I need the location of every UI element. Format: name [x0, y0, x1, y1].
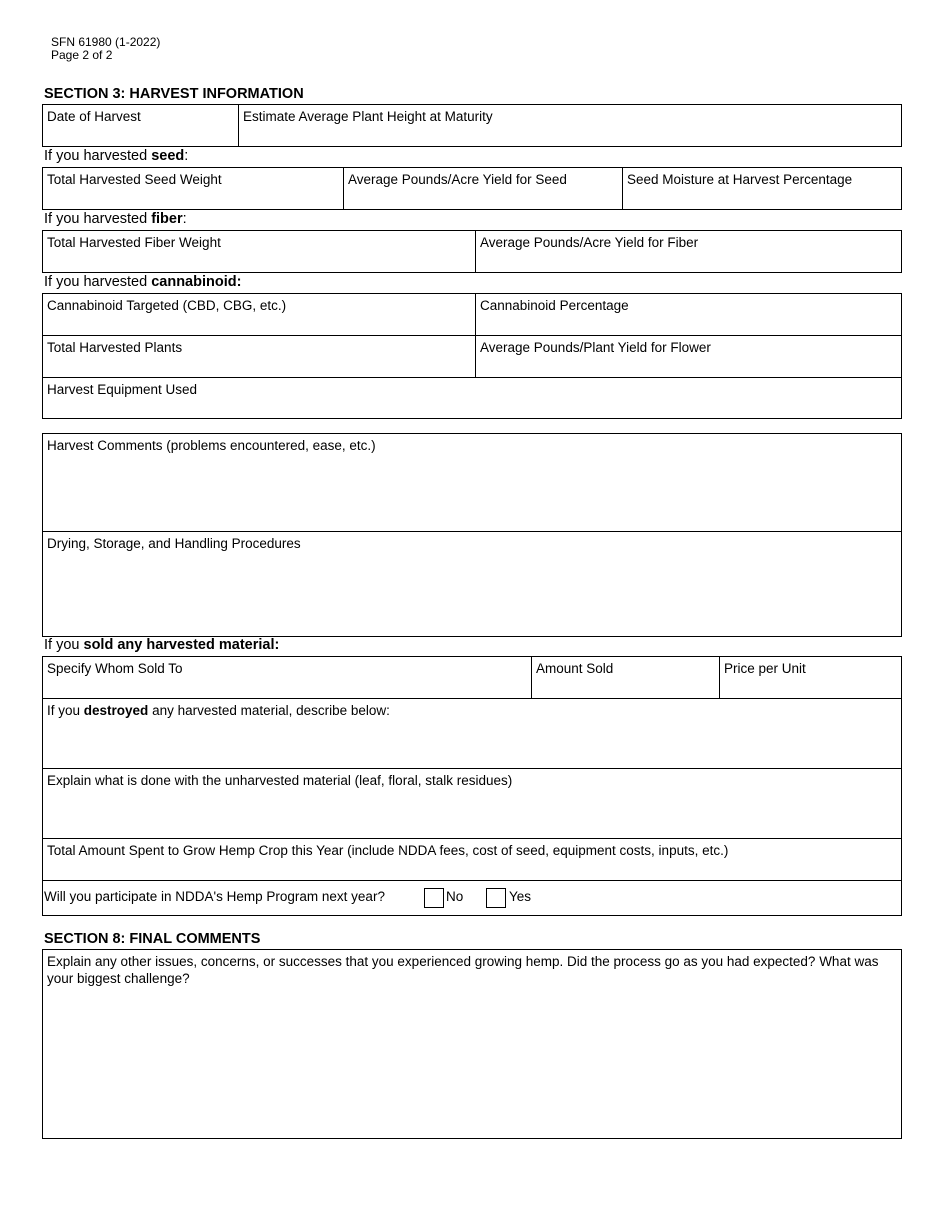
participate-yes-label: Yes: [509, 889, 532, 904]
amount-sold-label: Amount Sold: [536, 661, 614, 676]
section-3-title: SECTION 3: HARVEST INFORMATION: [44, 86, 304, 102]
total-plants-label: Total Harvested Plants: [47, 340, 183, 355]
final-comments-label: Explain any other issues, concerns, or successes that you experienced growing hemp. Did the process go as you had expected? What was your biggest challenge?: [47, 954, 879, 986]
fiber-yield-label: Average Pounds/Acre Yield for Fiber: [480, 235, 699, 250]
drying-procedures-label: Drying, Storage, and Handling Procedures: [47, 536, 301, 551]
date-of-harvest-field[interactable]: [42, 104, 239, 147]
participate-yes-checkbox[interactable]: [486, 888, 506, 908]
fiber-yield-field[interactable]: [475, 230, 902, 273]
destroyed-material-field[interactable]: [42, 698, 902, 769]
harvest-comments-label: Harvest Comments (problems encountered, ease, etc.): [47, 438, 376, 453]
cannabinoid-targeted-label: Cannabinoid Targeted (CBD, CBG, etc.): [47, 298, 287, 313]
participate-no-label: No: [446, 889, 464, 904]
unharvested-material-field[interactable]: [42, 768, 902, 839]
cannabinoid-intro: If you harvested cannabinoid:: [44, 274, 242, 290]
cannabinoid-percentage-label: Cannabinoid Percentage: [480, 298, 629, 313]
sold-to-field[interactable]: [42, 656, 532, 699]
seed-intro: If you harvested seed:: [44, 148, 189, 164]
cannabinoid-targeted-field[interactable]: [42, 293, 476, 336]
sold-intro: If you sold any harvested material:: [44, 637, 280, 653]
flower-yield-field[interactable]: [475, 335, 902, 378]
total-plants-field[interactable]: [42, 335, 476, 378]
total-spent-field[interactable]: [42, 838, 902, 881]
amount-sold-field[interactable]: [531, 656, 720, 699]
page-number: Page 2 of 2: [51, 48, 113, 62]
unharvested-material-label: Explain what is done with the unharvested material (leaf, floral, stalk residues): [47, 773, 513, 788]
harvest-equipment-field[interactable]: [42, 377, 902, 419]
seed-moisture-field[interactable]: [622, 167, 902, 210]
seed-moisture-label: Seed Moisture at Harvest Percentage: [627, 172, 853, 187]
cannabinoid-percentage-field[interactable]: [475, 293, 902, 336]
seed-weight-label: Total Harvested Seed Weight: [47, 172, 222, 187]
destroyed-material-label: If you destroyed any harvested material, describe below:: [47, 703, 390, 718]
plant-height-field[interactable]: [238, 104, 902, 147]
form-number: SFN 61980 (1-2022): [51, 35, 161, 49]
fiber-intro: If you harvested fiber:: [44, 211, 187, 227]
seed-weight-field[interactable]: [42, 167, 344, 210]
flower-yield-label: Average Pounds/Plant Yield for Flower: [480, 340, 711, 355]
price-per-unit-label: Price per Unit: [724, 661, 806, 676]
harvest-equipment-label: Harvest Equipment Used: [47, 382, 198, 397]
price-per-unit-field[interactable]: [719, 656, 902, 699]
sold-to-label: Specify Whom Sold To: [47, 661, 183, 676]
section-8-title: SECTION 8: FINAL COMMENTS: [44, 931, 261, 947]
participate-row: [42, 880, 902, 916]
final-comments-field[interactable]: [42, 949, 902, 1139]
total-spent-label: Total Amount Spent to Grow Hemp Crop this Year (include NDDA fees, cost of seed, equipment costs, inputs, etc.): [47, 843, 729, 858]
participate-no-checkbox[interactable]: [424, 888, 444, 908]
seed-yield-field[interactable]: [343, 167, 623, 210]
participate-question: Will you participate in NDDA's Hemp Program next year?: [44, 889, 385, 904]
harvest-comments-field[interactable]: [42, 433, 902, 532]
fiber-weight-label: Total Harvested Fiber Weight: [47, 235, 221, 250]
fiber-weight-field[interactable]: [42, 230, 476, 273]
date-of-harvest-label: Date of Harvest: [47, 109, 141, 124]
plant-height-label: Estimate Average Plant Height at Maturity: [243, 109, 493, 124]
seed-yield-label: Average Pounds/Acre Yield for Seed: [348, 172, 567, 187]
drying-procedures-field[interactable]: [42, 531, 902, 637]
